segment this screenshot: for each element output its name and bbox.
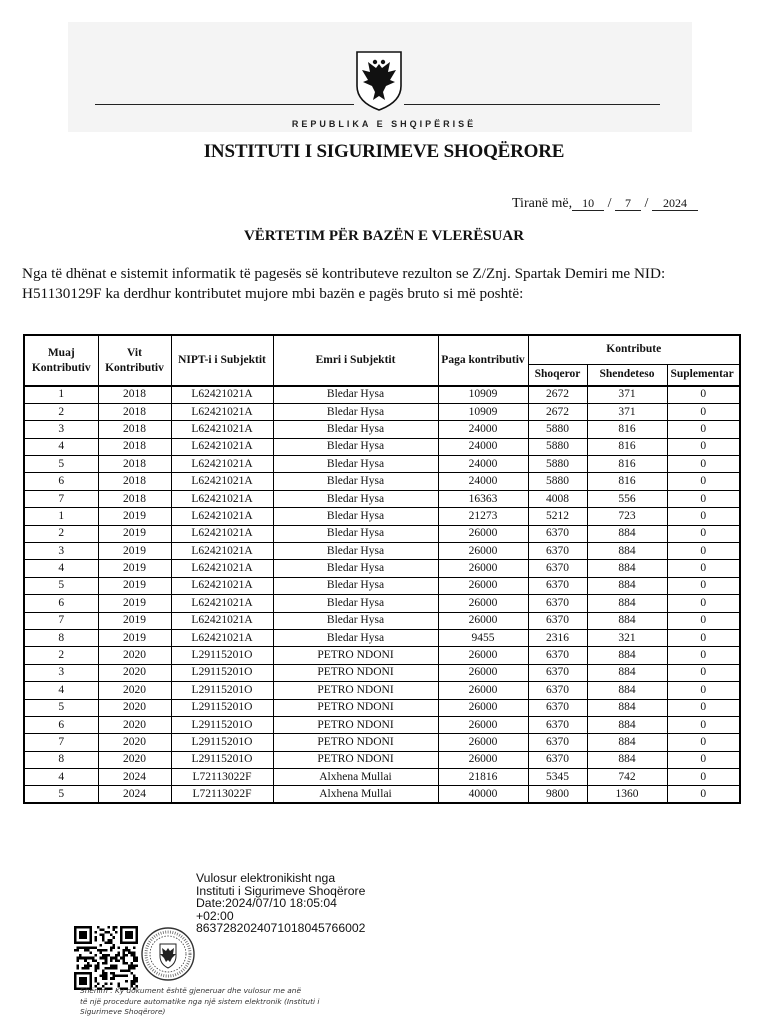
- table-row: [24, 560, 740, 577]
- cell-social: 6370: [528, 560, 587, 577]
- table-row: [24, 421, 740, 438]
- seal-line-3: Date:2024/07/10 18:05:04: [196, 896, 337, 911]
- cell-month: 5: [24, 699, 98, 716]
- cell-subject-name: PETRO NDONI: [273, 664, 438, 681]
- cell-nipt: L62421021A: [171, 456, 273, 473]
- cell-wage: 26000: [438, 560, 528, 577]
- cell-subject-name: PETRO NDONI: [273, 699, 438, 716]
- cell-supplementary: 0: [667, 769, 740, 786]
- cell-health: 884: [587, 612, 667, 629]
- cell-wage: 24000: [438, 473, 528, 490]
- cell-subject-name: Bledar Hysa: [273, 629, 438, 646]
- cell-supplementary: 0: [667, 612, 740, 629]
- seal-line-5: 8637282024071018045766002: [196, 921, 366, 936]
- table-row: [24, 716, 740, 733]
- cell-wage: 26000: [438, 699, 528, 716]
- cell-nipt: L29115201O: [171, 751, 273, 768]
- cell-wage: 24000: [438, 456, 528, 473]
- cell-wage: 16363: [438, 490, 528, 507]
- cell-month: 3: [24, 421, 98, 438]
- cell-supplementary: 0: [667, 595, 740, 612]
- intro-line-1: Nga të dhënat e sistemit informatik të pagesës së kontributeve rezulton se Z/Znj. Spartak Demiri me NID:: [22, 265, 666, 282]
- intro-paragraph: [22, 264, 746, 304]
- cell-nipt: L62421021A: [171, 508, 273, 525]
- cell-health: 816: [587, 456, 667, 473]
- cell-social: 5880: [528, 421, 587, 438]
- cell-subject-name: Bledar Hysa: [273, 577, 438, 594]
- cell-month: 6: [24, 473, 98, 490]
- cell-year: 2018: [98, 473, 171, 490]
- cell-subject-name: PETRO NDONI: [273, 682, 438, 699]
- note-line-2: të një procedure automatike nga një sistem elektronik (Instituti i: [80, 996, 320, 1006]
- cell-supplementary: 0: [667, 664, 740, 681]
- cell-nipt: L62421021A: [171, 421, 273, 438]
- cell-health: 884: [587, 577, 667, 594]
- cell-nipt: L62421021A: [171, 543, 273, 560]
- cell-year: 2020: [98, 751, 171, 768]
- date-month: 7: [615, 196, 641, 211]
- header-subject-name: Emri i Subjektit: [273, 335, 438, 386]
- table-row: [24, 699, 740, 716]
- date-day: 10: [572, 196, 604, 211]
- cell-wage: 24000: [438, 438, 528, 455]
- cell-health: 884: [587, 734, 667, 751]
- cell-health: 884: [587, 595, 667, 612]
- cell-health: 816: [587, 473, 667, 490]
- cell-year: 2020: [98, 664, 171, 681]
- cell-wage: 26000: [438, 612, 528, 629]
- cell-nipt: L62421021A: [171, 525, 273, 542]
- header-month: Muaj Kontributiv: [24, 335, 98, 386]
- cell-subject-name: Bledar Hysa: [273, 456, 438, 473]
- cell-health: 884: [587, 716, 667, 733]
- header-nipt: NIPT-i i Subjektit: [171, 335, 273, 386]
- table-row: [24, 751, 740, 768]
- cell-month: 4: [24, 769, 98, 786]
- cell-wage: 26000: [438, 525, 528, 542]
- cell-health: 742: [587, 769, 667, 786]
- cell-wage: 26000: [438, 647, 528, 664]
- note-line-1: Shënim : Ky dokument është gjeneruar dhe vulosur me anë: [80, 986, 301, 995]
- cell-year: 2019: [98, 612, 171, 629]
- cell-year: 2018: [98, 403, 171, 420]
- albanian-eagle-emblem-icon: [354, 50, 404, 112]
- cell-year: 2020: [98, 699, 171, 716]
- cell-month: 4: [24, 560, 98, 577]
- cell-year: 2019: [98, 508, 171, 525]
- cell-wage: 10909: [438, 403, 528, 420]
- cell-nipt: L29115201O: [171, 664, 273, 681]
- cell-year: 2024: [98, 769, 171, 786]
- cell-nipt: L62421021A: [171, 438, 273, 455]
- table-row: [24, 612, 740, 629]
- table-row: [24, 473, 740, 490]
- cell-health: 371: [587, 403, 667, 420]
- cell-supplementary: 0: [667, 473, 740, 490]
- cell-wage: 26000: [438, 543, 528, 560]
- table-row: [24, 438, 740, 455]
- cell-nipt: L72113022F: [171, 769, 273, 786]
- cell-year: 2019: [98, 577, 171, 594]
- cell-month: 4: [24, 438, 98, 455]
- table-row: [24, 664, 740, 681]
- cell-month: 2: [24, 525, 98, 542]
- table-body: [24, 386, 740, 803]
- cell-wage: 21816: [438, 769, 528, 786]
- republic-label: REPUBLIKA E SHQIPËRISË: [291, 119, 477, 129]
- cell-year: 2020: [98, 734, 171, 751]
- cell-subject-name: PETRO NDONI: [273, 734, 438, 751]
- cell-nipt: L29115201O: [171, 647, 273, 664]
- cell-year: 2019: [98, 560, 171, 577]
- table-row: [24, 525, 740, 542]
- cell-nipt: L62421021A: [171, 403, 273, 420]
- document-title: VËRTETIM PËR BAZËN E VLERËSUAR: [243, 228, 525, 244]
- cell-supplementary: 0: [667, 421, 740, 438]
- cell-month: 2: [24, 647, 98, 664]
- cell-month: 7: [24, 734, 98, 751]
- cell-supplementary: 0: [667, 682, 740, 699]
- table-row: [24, 769, 740, 786]
- table-row: [24, 403, 740, 420]
- header-health: Shendeteso: [587, 364, 667, 386]
- cell-social: 6370: [528, 595, 587, 612]
- table-row: [24, 786, 740, 803]
- cell-supplementary: 0: [667, 403, 740, 420]
- header-social: Shoqeror: [528, 364, 587, 386]
- institute-seal-icon: [140, 926, 196, 982]
- cell-social: 6370: [528, 699, 587, 716]
- disclaimer-note: [80, 986, 380, 1018]
- cell-month: 5: [24, 456, 98, 473]
- cell-year: 2019: [98, 595, 171, 612]
- cell-wage: 21273: [438, 508, 528, 525]
- cell-health: 884: [587, 682, 667, 699]
- seal-line-4: +02:00: [196, 908, 234, 923]
- table-row: [24, 508, 740, 525]
- cell-month: 5: [24, 577, 98, 594]
- cell-year: 2019: [98, 629, 171, 646]
- cell-month: 1: [24, 508, 98, 525]
- cell-social: 6370: [528, 543, 587, 560]
- cell-health: 816: [587, 421, 667, 438]
- cell-nipt: L29115201O: [171, 716, 273, 733]
- cell-month: 7: [24, 612, 98, 629]
- cell-subject-name: Bledar Hysa: [273, 560, 438, 577]
- cell-nipt: L62421021A: [171, 560, 273, 577]
- cell-supplementary: 0: [667, 647, 740, 664]
- cell-social: 5212: [528, 508, 587, 525]
- cell-subject-name: PETRO NDONI: [273, 716, 438, 733]
- header-rule-right: [404, 104, 660, 105]
- cell-supplementary: 0: [667, 629, 740, 646]
- cell-wage: 26000: [438, 664, 528, 681]
- cell-supplementary: 0: [667, 525, 740, 542]
- cell-supplementary: 0: [667, 438, 740, 455]
- cell-subject-name: PETRO NDONI: [273, 751, 438, 768]
- cell-subject-name: Bledar Hysa: [273, 421, 438, 438]
- cell-supplementary: 0: [667, 508, 740, 525]
- cell-wage: 26000: [438, 682, 528, 699]
- table-row: [24, 577, 740, 594]
- cell-supplementary: 0: [667, 734, 740, 751]
- date-prefix: Tiranë më,: [512, 196, 573, 211]
- cell-social: 5880: [528, 473, 587, 490]
- cell-subject-name: Bledar Hysa: [273, 403, 438, 420]
- cell-social: 6370: [528, 716, 587, 733]
- cell-social: 2316: [528, 629, 587, 646]
- cell-supplementary: 0: [667, 716, 740, 733]
- cell-year: 2024: [98, 786, 171, 803]
- header-wage: Paga kontributiv: [438, 335, 528, 386]
- cell-subject-name: Bledar Hysa: [273, 473, 438, 490]
- note-line-3: Sigurimeve Shoqërore): [80, 1007, 166, 1016]
- cell-month: 1: [24, 386, 98, 403]
- cell-month: 4: [24, 682, 98, 699]
- cell-social: 6370: [528, 664, 587, 681]
- cell-health: 1360: [587, 786, 667, 803]
- cell-social: 9800: [528, 786, 587, 803]
- cell-year: 2018: [98, 456, 171, 473]
- cell-nipt: L62421021A: [171, 595, 273, 612]
- cell-nipt: L62421021A: [171, 490, 273, 507]
- cell-subject-name: Bledar Hysa: [273, 438, 438, 455]
- cell-social: 6370: [528, 647, 587, 664]
- header-contributions: Kontribute: [528, 335, 740, 364]
- cell-health: 816: [587, 438, 667, 455]
- cell-month: 7: [24, 490, 98, 507]
- cell-health: 371: [587, 386, 667, 403]
- cell-social: 6370: [528, 682, 587, 699]
- cell-subject-name: Bledar Hysa: [273, 525, 438, 542]
- cell-nipt: L62421021A: [171, 577, 273, 594]
- cell-year: 2018: [98, 438, 171, 455]
- table-row: [24, 629, 740, 646]
- cell-supplementary: 0: [667, 490, 740, 507]
- cell-year: 2018: [98, 421, 171, 438]
- cell-subject-name: Bledar Hysa: [273, 595, 438, 612]
- cell-wage: 26000: [438, 734, 528, 751]
- cell-social: 2672: [528, 403, 587, 420]
- cell-nipt: L62421021A: [171, 473, 273, 490]
- cell-health: 723: [587, 508, 667, 525]
- cell-year: 2020: [98, 716, 171, 733]
- cell-social: 5880: [528, 456, 587, 473]
- cell-wage: 26000: [438, 751, 528, 768]
- table-row: [24, 734, 740, 751]
- cell-subject-name: Bledar Hysa: [273, 490, 438, 507]
- cell-year: 2019: [98, 543, 171, 560]
- contributions-table: [23, 334, 741, 804]
- table-row: [24, 490, 740, 507]
- cell-year: 2018: [98, 386, 171, 403]
- cell-supplementary: 0: [667, 786, 740, 803]
- qr-code-icon: [74, 926, 138, 990]
- cell-supplementary: 0: [667, 577, 740, 594]
- seal-line-1: Vulosur elektronikisht nga: [196, 871, 336, 885]
- cell-subject-name: Bledar Hysa: [273, 612, 438, 629]
- cell-social: 6370: [528, 751, 587, 768]
- cell-month: 3: [24, 664, 98, 681]
- cell-year: 2020: [98, 682, 171, 699]
- cell-wage: 9455: [438, 629, 528, 646]
- cell-nipt: L29115201O: [171, 682, 273, 699]
- cell-social: 6370: [528, 612, 587, 629]
- electronic-seal-text: [196, 872, 365, 935]
- cell-month: 8: [24, 629, 98, 646]
- cell-social: 5880: [528, 438, 587, 455]
- cell-wage: 40000: [438, 786, 528, 803]
- table-row: [24, 647, 740, 664]
- cell-social: 6370: [528, 577, 587, 594]
- seal-line-2: Instituti i Sigurimeve Shoqërore: [196, 883, 366, 898]
- cell-social: 6370: [528, 734, 587, 751]
- cell-subject-name: Bledar Hysa: [273, 386, 438, 403]
- cell-supplementary: 0: [667, 543, 740, 560]
- cell-subject-name: Alxhena Mullai: [273, 769, 438, 786]
- cell-nipt: L62421021A: [171, 386, 273, 403]
- cell-subject-name: PETRO NDONI: [273, 647, 438, 664]
- date-line: Tiranë më, 10 / 7 / 2024: [512, 196, 698, 212]
- cell-health: 884: [587, 751, 667, 768]
- cell-nipt: L72113022F: [171, 786, 273, 803]
- cell-health: 884: [587, 560, 667, 577]
- cell-health: 884: [587, 664, 667, 681]
- table-row: [24, 543, 740, 560]
- cell-nipt: L62421021A: [171, 612, 273, 629]
- header-rule-left: [95, 104, 354, 105]
- cell-supplementary: 0: [667, 560, 740, 577]
- header-year: Vit Kontributiv: [98, 335, 171, 386]
- cell-supplementary: 0: [667, 456, 740, 473]
- cell-wage: 10909: [438, 386, 528, 403]
- table-row: [24, 682, 740, 699]
- header-supplementary: Suplementar: [667, 364, 740, 386]
- cell-social: 4008: [528, 490, 587, 507]
- cell-health: 321: [587, 629, 667, 646]
- cell-wage: 26000: [438, 577, 528, 594]
- cell-social: 2672: [528, 386, 587, 403]
- cell-supplementary: 0: [667, 751, 740, 768]
- cell-health: 884: [587, 525, 667, 542]
- cell-month: 5: [24, 786, 98, 803]
- cell-month: 6: [24, 716, 98, 733]
- cell-health: 884: [587, 543, 667, 560]
- table-row: [24, 595, 740, 612]
- cell-month: 6: [24, 595, 98, 612]
- table-row: [24, 386, 740, 403]
- cell-wage: 24000: [438, 421, 528, 438]
- cell-social: 5345: [528, 769, 587, 786]
- date-year: 2024: [652, 196, 698, 211]
- cell-health: 884: [587, 647, 667, 664]
- cell-month: 8: [24, 751, 98, 768]
- cell-wage: 26000: [438, 595, 528, 612]
- cell-nipt: L62421021A: [171, 629, 273, 646]
- intro-line-2: H51130129F ka derdhur kontributet mujore mbi bazën e pagës bruto si më poshtë:: [22, 285, 524, 302]
- cell-subject-name: Bledar Hysa: [273, 543, 438, 560]
- cell-health: 556: [587, 490, 667, 507]
- cell-supplementary: 0: [667, 699, 740, 716]
- cell-month: 2: [24, 403, 98, 420]
- table-row: [24, 456, 740, 473]
- cell-month: 3: [24, 543, 98, 560]
- institute-title: INSTITUTI I SIGURIMEVE SHOQËRORE: [203, 141, 565, 162]
- cell-supplementary: 0: [667, 386, 740, 403]
- cell-social: 6370: [528, 525, 587, 542]
- cell-nipt: L29115201O: [171, 699, 273, 716]
- cell-subject-name: Bledar Hysa: [273, 508, 438, 525]
- cell-year: 2020: [98, 647, 171, 664]
- cell-year: 2019: [98, 525, 171, 542]
- cell-wage: 26000: [438, 716, 528, 733]
- cell-subject-name: Alxhena Mullai: [273, 786, 438, 803]
- cell-year: 2018: [98, 490, 171, 507]
- cell-nipt: L29115201O: [171, 734, 273, 751]
- cell-health: 884: [587, 699, 667, 716]
